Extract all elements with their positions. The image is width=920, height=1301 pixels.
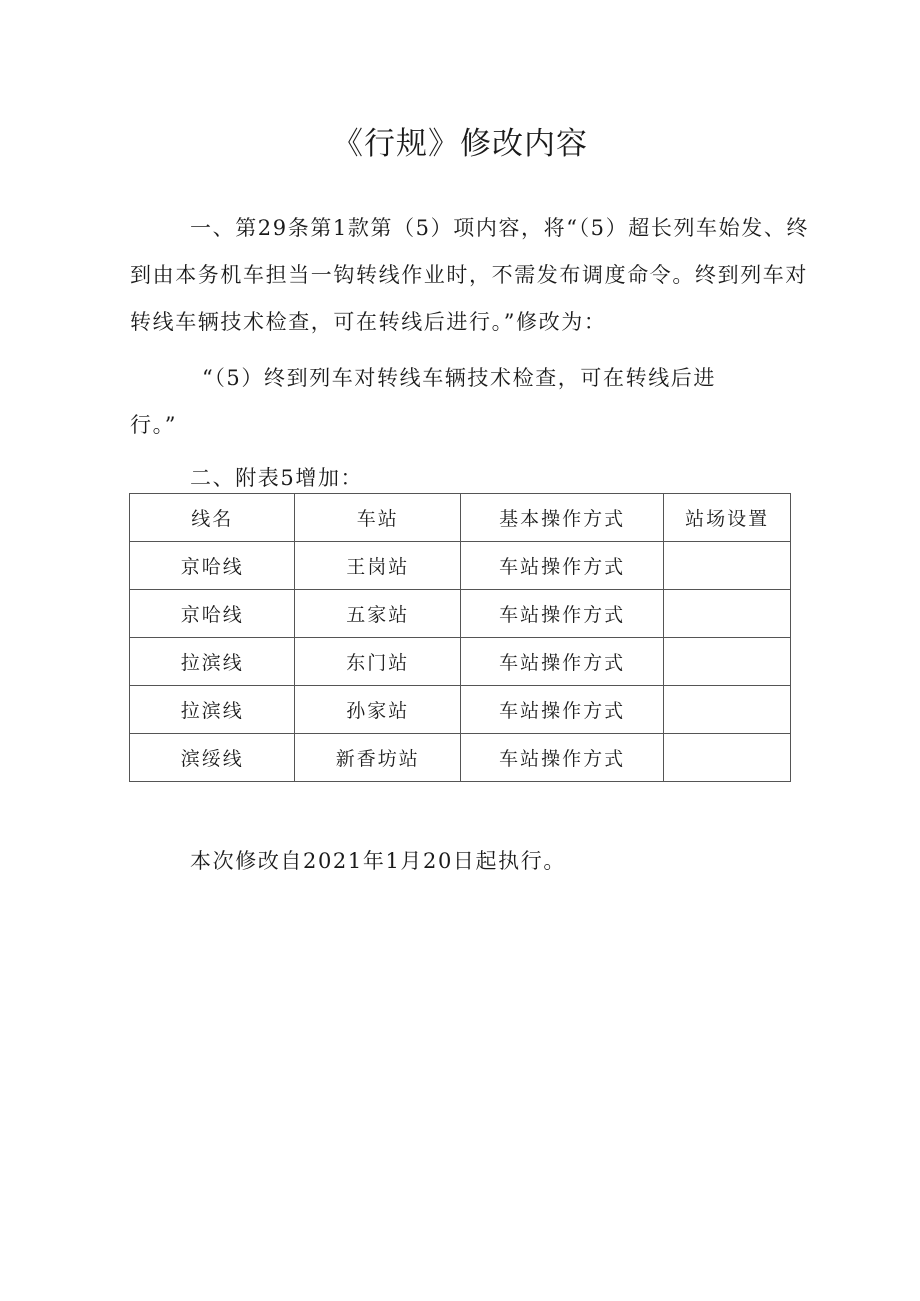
cell-yard-setting (664, 542, 791, 590)
cell-yard-setting (664, 590, 791, 638)
cell-line-name: 拉滨线 (130, 686, 295, 734)
cell-operation-mode: 车站操作方式 (460, 686, 663, 734)
table-row (130, 638, 791, 686)
table-row (130, 734, 791, 782)
table-row (130, 686, 791, 734)
cell-operation-mode: 车站操作方式 (460, 734, 663, 782)
table-row (130, 542, 791, 590)
table-row (130, 590, 791, 638)
header-yard-setting: 站场设置 (664, 494, 791, 542)
amendment-item-1-new-text: “（5）终到列车对转线车辆技术检查，可在转线后进行。” (130, 366, 716, 437)
cell-line-name: 京哈线 (130, 590, 295, 638)
cell-operation-mode: 车站操作方式 (460, 590, 663, 638)
cell-line-name: 京哈线 (130, 542, 295, 590)
effective-date-note: 本次修改自2021年1月20日起执行。 (190, 849, 566, 873)
header-line-name: 线名 (130, 494, 295, 542)
cell-station: 孙家站 (295, 686, 460, 734)
table-header-row (130, 494, 791, 542)
amendment-item-1: 一、第29条第1款第（5）项内容，将“（5）超长列车始发、终到由本务机车担当一钩转线作业时，不需发布调度命令。终到列车对转线车辆技术检查，可在转线后进行。”修改为： (130, 216, 810, 334)
document-title: 《行规》修改内容 (332, 126, 588, 162)
cell-operation-mode: 车站操作方式 (460, 542, 663, 590)
amendment-item-2: 二、附表5增加： (190, 466, 364, 490)
cell-yard-setting (664, 638, 791, 686)
cell-station: 东门站 (295, 638, 460, 686)
cell-line-name: 拉滨线 (130, 638, 295, 686)
cell-station: 五家站 (295, 590, 460, 638)
appendix-5-table (129, 493, 791, 782)
cell-line-name: 滨绥线 (130, 734, 295, 782)
cell-yard-setting (664, 734, 791, 782)
cell-yard-setting (664, 686, 791, 734)
cell-station: 王岗站 (295, 542, 460, 590)
header-operation-mode: 基本操作方式 (460, 494, 663, 542)
header-station: 车站 (295, 494, 460, 542)
cell-operation-mode: 车站操作方式 (460, 638, 663, 686)
cell-station: 新香坊站 (295, 734, 460, 782)
